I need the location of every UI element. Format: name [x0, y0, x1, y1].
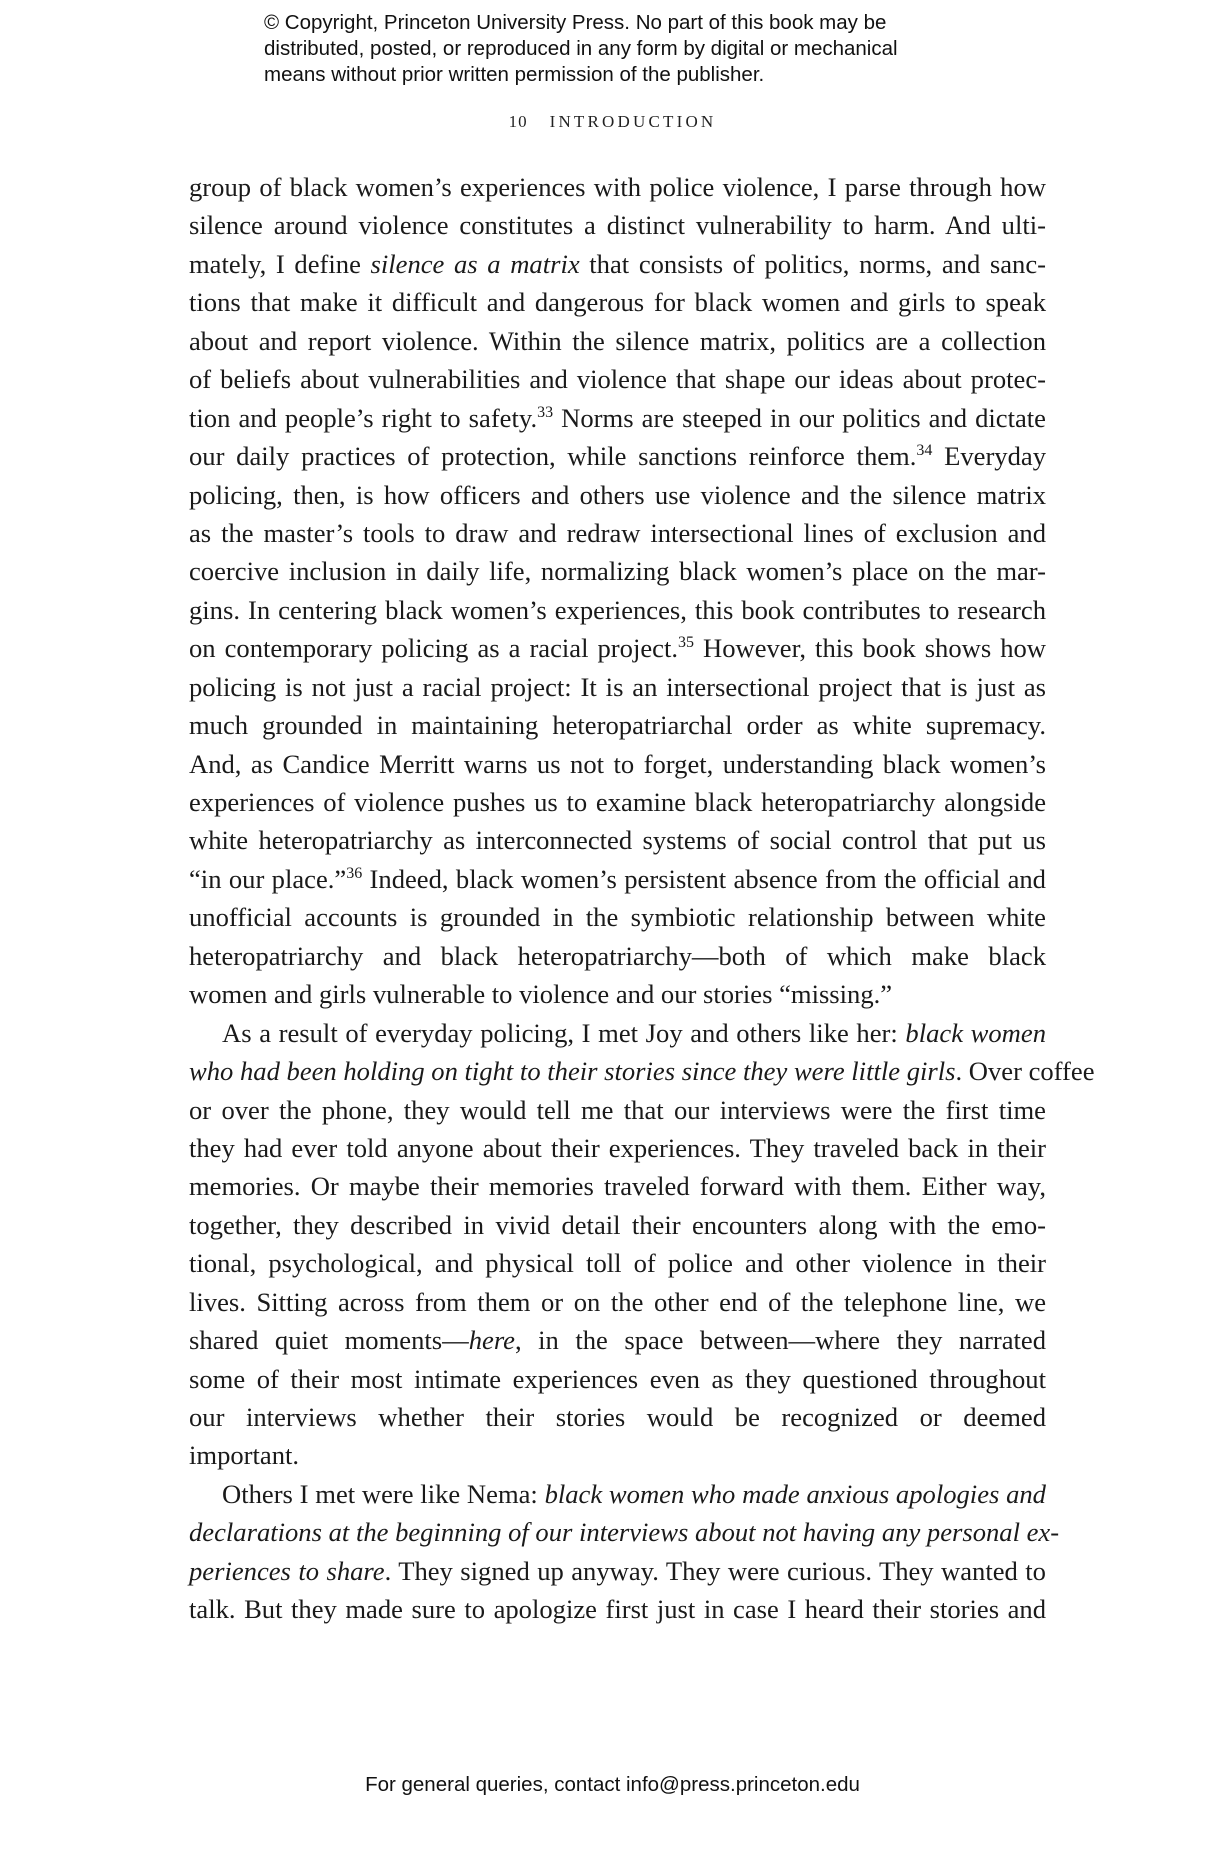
text-line: declarations at the beginning of our interviews about not having any personal ex-: [189, 1517, 1060, 1548]
text-line: talk. But they made sure to apologize first just in case I heard their stories and: [189, 1594, 1046, 1625]
footnote-ref: 34: [916, 442, 933, 460]
text-line: shared quiet moments—here, in the space between—where they narrated: [189, 1325, 1046, 1356]
text-line: silence around violence constitutes a distinct vulnerability to harm. And ulti-: [189, 210, 1046, 241]
text-line: group of black women’s experiences with police violence, I parse through how: [189, 172, 1046, 202]
copyright-line: distributed, posted, or reproduced in any form by digital or mechanical: [264, 37, 898, 60]
text-line: policing is not just a racial project: It is an intersectional project that is just as: [189, 671, 1046, 702]
text-line: or over the phone, they would tell me that our interviews were the first time: [189, 1094, 1046, 1125]
footnote-ref: 33: [537, 403, 554, 421]
footer-contact: For general queries, contact info@press.princeton.edu: [365, 1773, 860, 1796]
copyright-line: © Copyright, Princeton University Press. No part of this book may be: [264, 11, 887, 34]
section-title: INTRODUCTION: [549, 112, 717, 131]
text-line: memories. Or maybe their memories traveled forward with them. Either way,: [189, 1171, 1046, 1202]
text-line: women and girls vulnerable to violence and our stories “missing.”: [189, 979, 893, 1010]
text-line: tion and people’s right to safety.$^{33}$ Norms are steeped in our politics and dictate: [189, 402, 1046, 433]
footnote-ref: 36: [346, 864, 363, 882]
text-line: unofficial accounts is grounded in the symbiotic relationship between white: [189, 902, 1046, 933]
text-line: mately, I define silence as a matrix that consists of politics, norms, and sanc-: [189, 248, 1046, 279]
text-line: tions that make it difficult and dangerous for black women and girls to speak: [189, 287, 1046, 318]
text-line: who had been holding on tight to their stories since they were little girls. Over coffee: [189, 1056, 1095, 1087]
copyright-line: means without prior written permission of the publisher.: [264, 63, 765, 86]
text-line: Others I met were like Nema: black women who made anxious apologies and: [222, 1478, 1046, 1509]
text-line: gins. In centering black women’s experiences, this book contributes to research: [189, 594, 1046, 625]
text-line: on contemporary policing as a racial project.$^{35}$ However, this book shows how: [189, 633, 1046, 664]
text-line: our interviews whether their stories would be recognized or deemed: [189, 1402, 1046, 1432]
text-line: of beliefs about vulnerabilities and violence that shape our ideas about protec-: [189, 364, 1046, 395]
text-line: they had ever told anyone about their experiences. They traveled back in their: [189, 1132, 1046, 1163]
text-line: tional, psychological, and physical toll of police and other violence in their: [189, 1248, 1046, 1279]
text-line: some of their most intimate experiences even as they questioned throughout: [189, 1363, 1046, 1394]
running-head: [0, 112, 1225, 132]
footnote-ref: 35: [677, 634, 694, 652]
text-line: as the master’s tools to draw and redraw intersectional lines of exclusion and: [189, 517, 1046, 548]
text-line: lives. Sitting across from them or on the other end of the telephone line, we: [189, 1286, 1046, 1317]
text-line: together, they described in vivid detail their encounters along with the emo-: [189, 1209, 1046, 1240]
text-line: heteropatriarchy and black heteropatriarchy—both of which make black: [189, 940, 1046, 971]
text-line: As a result of everyday policing, I met Joy and others like her: black women: [222, 1017, 1046, 1048]
text-line: much grounded in maintaining heteropatriarchal order as white supremacy.: [189, 710, 1046, 741]
text-line: experiences of violence pushes us to examine black heteropatriarchy alongside: [189, 787, 1046, 817]
page-number: 10: [508, 112, 528, 131]
text-line: And, as Candice Merritt warns us not to forget, understanding black women’s: [189, 748, 1046, 779]
text-line: about and report violence. Within the silence matrix, politics are a collection: [189, 325, 1046, 356]
text-line: white heteropatriarchy as interconnected systems of social control that put us: [189, 825, 1046, 856]
text-line: periences to share. They signed up anyway. They were curious. They wanted to: [189, 1555, 1046, 1586]
text-line: policing, then, is how officers and others use violence and the silence matrix: [189, 479, 1046, 510]
text-line: important.: [189, 1440, 300, 1471]
body-text: [189, 168, 1095, 1629]
text-line: “in our place.”$^{36}$ Indeed, black women’s persistent absence from the official and: [189, 863, 1046, 894]
copyright-notice: [264, 10, 964, 88]
text-line: coercive inclusion in daily life, normalizing black women’s place on the mar-: [189, 556, 1046, 587]
text-line: our daily practices of protection, while sanctions reinforce them.$^{34}$ Everyday: [189, 441, 1046, 472]
